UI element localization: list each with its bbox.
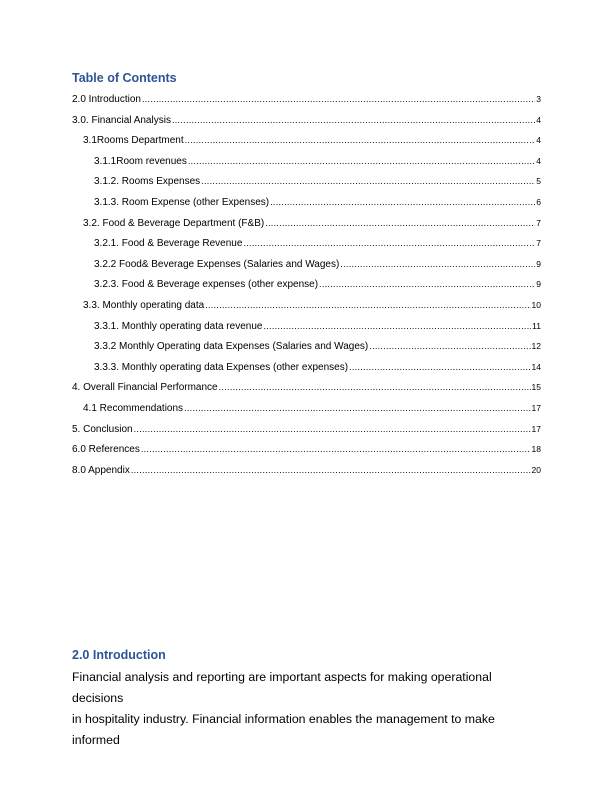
toc-entry-label: 3.1.3. Room Expense (other Expenses): [94, 196, 270, 208]
toc-entry-page: 4: [536, 114, 541, 125]
toc-entry-label: 3.0. Financial Analysis: [72, 114, 171, 126]
toc-dot-leader: [219, 381, 531, 393]
toc-dot-leader: [172, 114, 535, 126]
toc-entry-page: 7: [536, 217, 541, 228]
toc-dot-leader: [263, 320, 531, 332]
section-heading-introduction: 2.0 Introduction: [72, 648, 166, 662]
toc-dot-leader: [243, 237, 535, 249]
toc-dot-leader: [205, 299, 530, 311]
toc-entry-monthly-operating-data[interactable]: [72, 299, 541, 320]
toc-entry-conclusion[interactable]: [72, 423, 541, 444]
toc-entry-label: 3.1.2. Rooms Expenses: [94, 176, 201, 188]
toc-entry-label: 4.1 Recommendations: [83, 402, 184, 414]
toc-dot-leader: [340, 258, 535, 270]
toc-entry-page: 14: [531, 361, 541, 372]
toc-entry-label: 3.2.3. Food & Beverage expenses (other expense): [94, 279, 319, 291]
toc-entry-page: 9: [536, 279, 541, 290]
paragraph-line: Financial analysis and reporting are important aspects for making operational decisions: [72, 670, 492, 705]
toc-entry-label: 3.1Rooms Department: [83, 135, 184, 147]
toc-entry-room-revenues[interactable]: [72, 155, 541, 176]
toc-entry-page: 4: [536, 155, 541, 166]
introduction-paragraph: [72, 667, 542, 751]
toc-entry-fb-revenue[interactable]: [72, 237, 541, 258]
toc-entry-page: 5: [536, 176, 541, 187]
toc-dot-leader: [188, 155, 535, 167]
toc-entry-label: 2.0 Introduction: [72, 94, 141, 105]
toc-entry-label: 3.3.1. Monthly operating data revenue: [94, 320, 263, 332]
toc-entry-monthly-other-expenses[interactable]: [72, 361, 541, 382]
toc-dot-leader: [142, 93, 535, 105]
toc-entry-introduction[interactable]: [72, 93, 541, 114]
toc-entry-page: 11: [532, 320, 541, 331]
toc-entry-label: 3.3. Monthly operating data: [83, 299, 205, 311]
toc-entry-label: 5. Conclusion: [72, 423, 133, 435]
toc-entry-fb-salaries-wages[interactable]: [72, 258, 541, 279]
toc-entry-label: 3.2. Food & Beverage Department (F&B): [83, 217, 265, 229]
paragraph-line: in hospitality industry. Financial information enables the management to make informed: [72, 712, 495, 747]
toc-dot-leader: [270, 196, 535, 208]
toc-entry-fb-department[interactable]: [72, 217, 541, 238]
toc-dot-leader: [184, 402, 530, 414]
toc-entry-financial-analysis[interactable]: [72, 114, 541, 135]
toc-entry-page: 15: [531, 382, 541, 393]
toc-entry-label: 3.2.2 Food& Beverage Expenses (Salaries and Wages): [94, 258, 340, 270]
toc-entry-page: 17: [531, 402, 541, 413]
toc-title: Table of Contents: [72, 71, 177, 85]
toc-dot-leader: [141, 443, 531, 455]
toc-dot-leader: [201, 175, 535, 187]
toc-entry-room-other-expenses[interactable]: [72, 196, 541, 217]
toc-dot-leader: [134, 423, 531, 435]
table-of-contents: [72, 93, 541, 484]
toc-entry-page: 18: [531, 444, 541, 455]
toc-entry-page: 4: [536, 135, 541, 146]
toc-dot-leader: [349, 361, 530, 373]
toc-entry-overall-performance[interactable]: [72, 381, 541, 402]
toc-entry-rooms-expenses[interactable]: [72, 175, 541, 196]
toc-entry-page: 3: [536, 94, 541, 104]
toc-entry-label: 3.3.2 Monthly Operating data Expenses (Salaries and Wages): [94, 341, 369, 353]
toc-dot-leader: [131, 464, 531, 476]
toc-entry-label: 8.0 Appendix: [72, 464, 130, 476]
toc-entry-page: 12: [531, 341, 541, 352]
toc-entry-page: 17: [531, 423, 541, 434]
toc-entry-page: 9: [536, 258, 541, 269]
toc-entry-recommendations[interactable]: [72, 402, 541, 423]
toc-entry-label: 3.1.1Room revenues: [94, 155, 187, 167]
toc-entry-fb-other-expense[interactable]: [72, 278, 541, 299]
toc-dot-leader: [319, 278, 535, 290]
toc-entry-page: 20: [531, 464, 541, 475]
toc-entry-label: 3.2.1. Food & Beverage Revenue: [94, 238, 243, 250]
toc-entry-label: 6.0 References: [72, 444, 140, 456]
toc-dot-leader: [369, 340, 530, 352]
toc-entry-label: 3.3.3. Monthly operating data Expenses (other expenses): [94, 361, 349, 373]
toc-dot-leader: [185, 134, 536, 146]
toc-entry-page: 10: [531, 299, 541, 310]
toc-entry-monthly-revenue[interactable]: [72, 320, 541, 341]
toc-entry-references[interactable]: [72, 443, 541, 464]
toc-entry-appendix[interactable]: [72, 464, 541, 485]
toc-dot-leader: [265, 217, 535, 229]
toc-entry-page: 6: [536, 196, 541, 207]
toc-entry-rooms-department[interactable]: [72, 134, 541, 155]
toc-entry-monthly-salaries-wages[interactable]: [72, 340, 541, 361]
toc-entry-label: 4. Overall Financial Performance: [72, 382, 218, 394]
toc-entry-page: 7: [536, 238, 541, 249]
